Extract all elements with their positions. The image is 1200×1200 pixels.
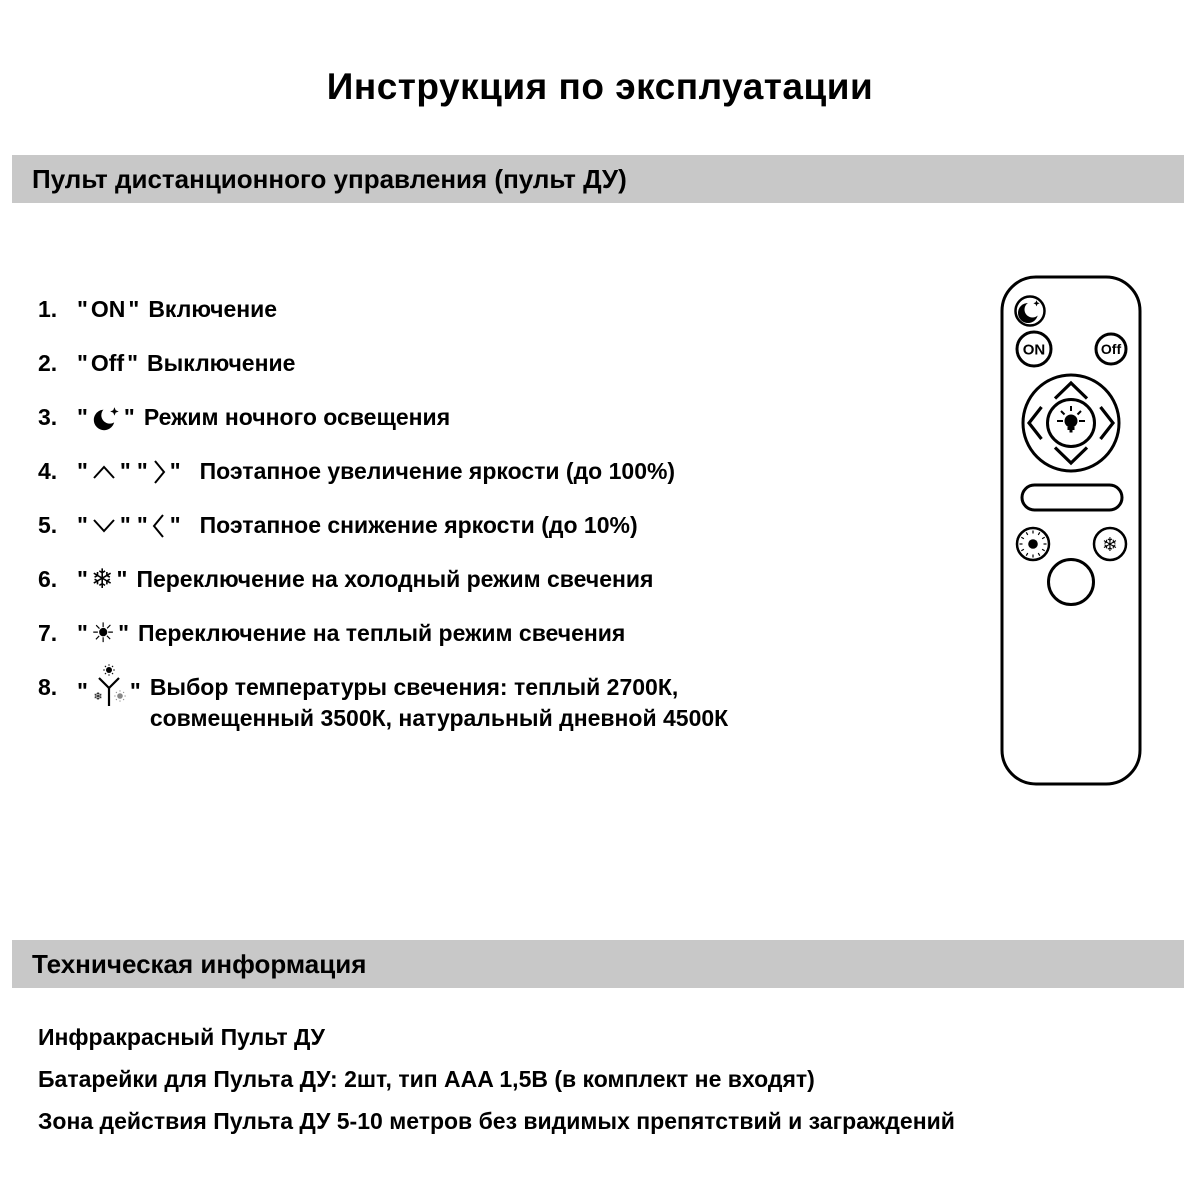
chevron-down-icon [91, 516, 117, 536]
temperature-select-icon [91, 664, 127, 710]
quoted-symbol [134, 456, 184, 487]
remote-buttons-list [38, 294, 958, 757]
list-item [38, 294, 958, 325]
section-header-remote [12, 155, 1184, 203]
quote-mark: " [77, 296, 88, 322]
remote-drawing [1000, 275, 1142, 786]
quote-mark: " [136, 458, 148, 484]
list-item [38, 672, 958, 734]
item-number: 3. [38, 404, 58, 430]
item-number: 6. [38, 566, 58, 592]
tech-info-list [38, 1026, 1178, 1152]
quote-mark: " [129, 677, 141, 704]
sun-icon: ☀ [90, 618, 116, 649]
item-text: Поэтапное увеличение яркости (до 100%) [199, 458, 676, 484]
remote-on-button [1017, 332, 1051, 366]
quote-mark: " [123, 404, 135, 430]
item-number: 8. [38, 674, 58, 700]
chevron-right-icon [151, 458, 167, 486]
quoted-symbol [74, 294, 142, 325]
remote-illustration [1000, 275, 1142, 786]
remote-pill-button [1022, 485, 1122, 510]
item-text: Переключение на теплый режим свечения [138, 620, 626, 646]
svg-text:❄: ❄ [93, 690, 103, 703]
list-item [38, 564, 958, 595]
off-button-label: Off [1100, 341, 1122, 357]
remote-night-mode-button [1016, 297, 1045, 326]
snowflake-icon: ❄ [90, 564, 114, 595]
item-text: Включение [148, 296, 278, 322]
item-text: Выбор температуры свечения: теплый 2700К, совмещенный 3500К, натуральный дневной 4500К [150, 672, 728, 734]
remote-off-button [1096, 334, 1126, 364]
quote-mark: " [118, 620, 130, 646]
quote-mark: " [77, 620, 88, 646]
list-item [38, 510, 958, 541]
button-label: ON [90, 296, 126, 322]
quote-mark: " [77, 350, 88, 376]
page-title: Инструкция по эксплуатации [326, 66, 874, 107]
quoted-symbol [134, 510, 184, 541]
quoted-symbol [74, 402, 138, 433]
list-item [38, 618, 958, 649]
item-number: 7. [38, 620, 58, 646]
quote-mark: " [77, 566, 88, 592]
item-number: 1. [38, 296, 58, 322]
item-text: Выключение [147, 350, 296, 376]
quote-mark: " [119, 458, 131, 484]
remote-cold-button [1094, 528, 1126, 560]
quote-mark: " [77, 458, 88, 484]
quote-mark: " [136, 512, 148, 538]
item-number: 5. [38, 512, 58, 538]
item-text-line2: совмещенный 3500К, натуральный дневной 4500К [149, 705, 729, 731]
quote-mark: " [128, 296, 140, 322]
chevron-up-icon [91, 462, 117, 482]
quote-mark: " [77, 512, 88, 538]
tech-info-line: Зона действия Пульта ДУ 5-10 метров без видимых препятствий и заграждений [38, 1108, 955, 1134]
quoted-symbol [74, 348, 141, 379]
quoted-symbol [74, 618, 132, 649]
quoted-symbol [74, 564, 130, 595]
moon-icon [91, 403, 121, 433]
quote-mark: " [116, 566, 128, 592]
quoted-symbol [74, 510, 134, 541]
section-header-remote-label: Пульт дистанционного управления (пульт ДУ) [32, 163, 627, 194]
tech-info-line: Батарейки для Пульта ДУ: 2шт, тип AAA 1,5В (в комплект не входят) [38, 1066, 815, 1092]
list-item [38, 348, 958, 379]
quote-mark: " [169, 458, 181, 484]
quote-mark: " [77, 404, 88, 430]
quote-mark: " [119, 512, 131, 538]
item-text: Переключение на холодный режим свечения [136, 566, 654, 592]
snowflake-icon: ❄ [1102, 534, 1118, 556]
chevron-left-icon [151, 512, 167, 540]
item-number: 2. [38, 350, 58, 376]
remote-nav-pad [1023, 375, 1119, 471]
quoted-symbol [74, 456, 134, 487]
remote-round-button [1049, 560, 1094, 605]
item-number: 4. [38, 458, 58, 484]
section-header-tech-label: Техническая информация [32, 948, 367, 979]
on-button-label: ON [1022, 341, 1046, 359]
quote-mark: " [169, 512, 181, 538]
button-label: Off [90, 350, 125, 376]
list-item [38, 456, 958, 487]
list-item [38, 402, 958, 433]
quote-mark: " [77, 677, 88, 704]
section-header-tech [12, 940, 1184, 988]
item-text: Поэтапное снижение яркости (до 10%) [199, 512, 638, 538]
remote-warm-button [1017, 528, 1049, 560]
item-text: Режим ночного освещения [143, 404, 451, 430]
quote-mark: " [127, 350, 139, 376]
tech-info-line: Инфракрасный Пульт ДУ [38, 1024, 325, 1050]
quoted-symbol [74, 672, 144, 710]
